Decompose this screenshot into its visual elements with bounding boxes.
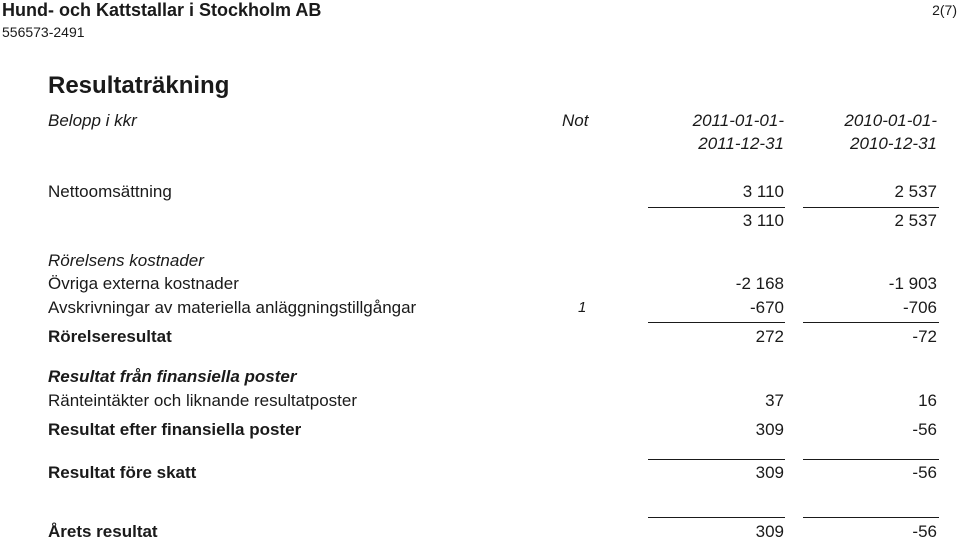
amount-unit-label: Belopp i kkr	[48, 111, 137, 130]
underline-2011	[648, 207, 785, 208]
underline-2010	[803, 459, 939, 460]
page-title: Resultaträkning	[48, 72, 230, 99]
section-header-rorelsens-kostnader: Rörelsens kostnader	[48, 251, 204, 270]
period1-header-line1: 2011-01-01-	[692, 111, 784, 130]
row-label-avskrivningar: Avskrivningar av materiella anläggningstillgångar	[48, 298, 417, 317]
value-fore-skatt-2011: 309	[755, 463, 784, 482]
underline-2011	[648, 517, 785, 518]
underline-2011	[648, 322, 785, 323]
page-number: 2(7)	[932, 2, 957, 18]
underline-2010	[803, 207, 939, 208]
row-label-rorelseresultat: Rörelseresultat	[48, 327, 172, 346]
value-fore-skatt-2010: -56	[912, 463, 937, 482]
period2-header-line2: 2010-12-31	[850, 134, 937, 153]
value-nettoomsattning-2010: 2 537	[894, 182, 937, 201]
value-ranteintakter-2010: 16	[918, 391, 937, 410]
value-arets-resultat-2010: -56	[912, 522, 937, 541]
value-rorelseresultat-2011: 272	[755, 327, 784, 346]
company-name: Hund- och Kattstallar i Stockholm AB	[2, 0, 322, 20]
note-column-header: Not	[562, 111, 589, 130]
value-ranteintakter-2011: 37	[765, 391, 784, 410]
period1-header-line2: 2011-12-31	[698, 134, 784, 153]
value-subtotal-2011: 3 110	[742, 211, 784, 230]
value-efter-finansiella-2010: -56	[912, 420, 937, 439]
row-label-resultat-fore-skatt: Resultat före skatt	[48, 463, 197, 482]
value-avskrivningar-2010: -706	[902, 298, 937, 317]
underline-2010	[803, 517, 939, 518]
underline-2010	[803, 322, 939, 323]
value-avskrivningar-2011: -670	[749, 298, 784, 317]
row-label-resultat-efter-finansiella-poster: Resultat efter finansiella poster	[48, 420, 302, 439]
row-label-ranteintakter: Ränteintäkter och liknande resultatposter	[48, 391, 358, 410]
note-reference: 1	[578, 299, 587, 316]
underline-2011	[648, 459, 785, 460]
value-ovriga-2010: -1 903	[888, 274, 937, 293]
section-header-finansiella-poster: Resultat från finansiella poster	[48, 367, 297, 386]
row-label-nettoomsattning: Nettoomsättning	[48, 182, 172, 201]
row-label-ovriga-externa-kostnader: Övriga externa kostnader	[48, 274, 239, 293]
value-arets-resultat-2011: 309	[755, 522, 784, 541]
value-subtotal-2010: 2 537	[894, 211, 937, 230]
value-efter-finansiella-2011: 309	[755, 420, 784, 439]
value-ovriga-2011: -2 168	[735, 274, 784, 293]
org-number: 556573-2491	[2, 24, 85, 40]
value-nettoomsattning-2011: 3 110	[742, 182, 784, 201]
period2-header-line1: 2010-01-01-	[844, 111, 937, 130]
value-rorelseresultat-2010: -72	[912, 327, 937, 346]
row-label-arets-resultat: Årets resultat	[48, 522, 158, 541]
